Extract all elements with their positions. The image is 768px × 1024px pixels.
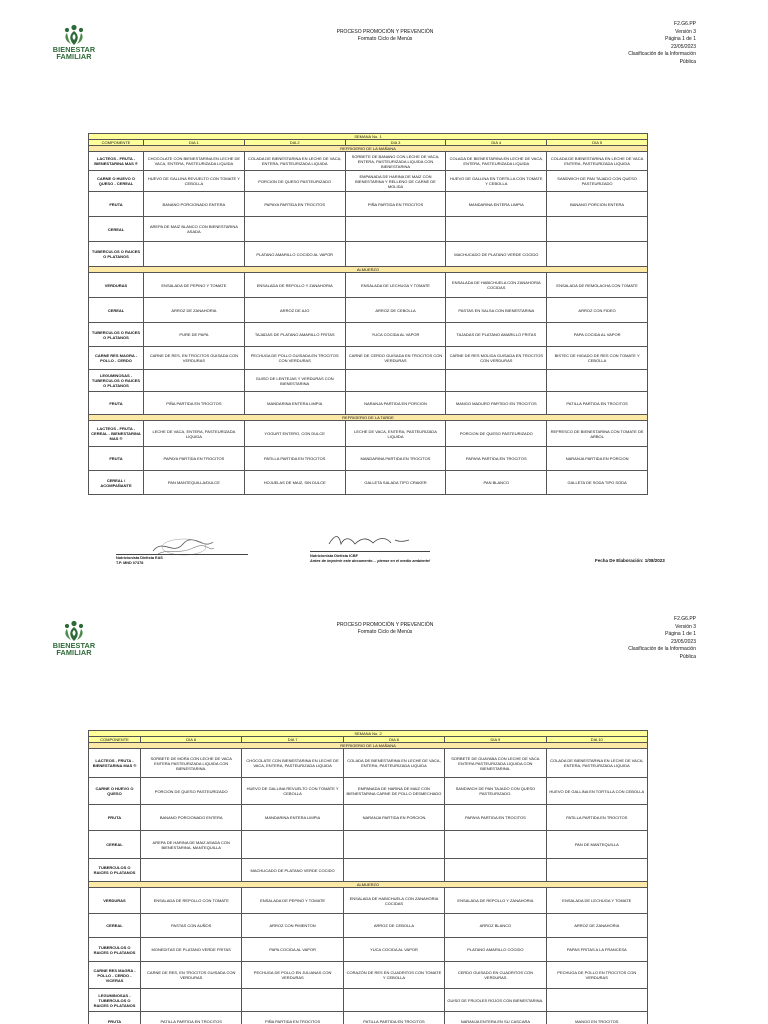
logo-text-2: FAMILIAR — [56, 52, 92, 62]
menu-cell: PORCION DE QUESO PASTEURIZADO — [244, 171, 345, 192]
menu-cell — [144, 242, 245, 267]
doc-page: Página 1 de 1 — [665, 631, 696, 638]
menu-row — [89, 152, 648, 171]
menu-cell — [446, 370, 547, 392]
menu-cell: CHOCOLATE CON BIENESTARINA EN LECHE DE VACA, ENTERA, PASTEURIZADA LIQUIDA — [144, 152, 245, 171]
menu-cell: PAPAYA PARTIDA EN TROCITOS — [446, 447, 547, 471]
menu-cell: BISTEC DE HIGADO DE RES CON TOMATE Y CEBOLLA — [547, 347, 648, 370]
menu-cell: YUCA COCIDA AL VAPOR — [345, 323, 446, 347]
menu-row — [89, 447, 648, 471]
menu-cell: PAPAYA PARTIDA EN TROCITOS — [144, 447, 245, 471]
menu-row — [89, 323, 648, 347]
day-header: DIA 2 — [244, 140, 345, 146]
menu-cell: MANDARINA PARTIDA EN TROCITOS — [345, 447, 446, 471]
bienestar-familiar-logo — [50, 620, 98, 657]
doc-code: F2.G6.PP — [674, 616, 696, 622]
document-header — [300, 622, 470, 636]
menu-cell: CORAZÓN DE RES EN CUADRITOS CON TOMATE Y CEBOLLA — [343, 962, 444, 989]
doc-page: Página 1 de 1 — [665, 36, 696, 43]
component-cell: FRUTA — [89, 392, 144, 415]
menu-cell: PAPAYA PARTIDA EN TROCITOS — [244, 192, 345, 217]
menu-cell: COLADA DE BIENESTARINA EN LECHE DE VACA, ENTERA, PASTEURIZADA LIQUIDA — [343, 749, 444, 778]
menu-cell: COLADA DE BIENESTARINA EN LECHE DE VACA, ENTERA, PASTEURIZADA LIQUIDA — [546, 749, 647, 778]
menu-cell: GALLETA DE SODA TIPO SODA — [547, 471, 648, 495]
menu-cell: SORBETE DE MORA CON LECHE DE VACA ENTERA PASTEURIZADA LIQUIDA CON BIENESTARINA. — [141, 749, 242, 778]
menu-cell — [547, 217, 648, 242]
meal-section-header: ALMUERZO — [89, 267, 648, 273]
left-signer-tp: T.P. MND 07378 — [116, 561, 144, 565]
menu-cell — [242, 989, 343, 1012]
logo-text-1: BIENESTAR — [52, 641, 96, 650]
component-header: COMPONENTE — [89, 737, 141, 743]
menu-cell: PIÑA PARTIDA EN TROCITOS — [345, 192, 446, 217]
menu-cell: CARNE DE RES, EN TROCITOS GUISADA CON VERDURAS — [144, 347, 245, 370]
menu-cell: PAPAYA PARTIDA EN TROCITOS — [445, 805, 546, 831]
menu-cell: PATILLA PARTIDA EN TROCITOS — [141, 1012, 242, 1024]
menu-row — [89, 859, 648, 882]
menu-row — [89, 242, 648, 267]
family-emblem-icon — [62, 24, 86, 46]
component-cell: CARNE O HUEVO O QUESO — [89, 778, 141, 805]
process-title: PROCESO PROMOCIÓN Y PREVENCIÓN — [336, 622, 434, 628]
component-cell: CARNE RES MAGRA - POLLO - CERDO - VICERAS — [89, 962, 141, 989]
menu-cell: COLADA DE BIENESTARINA EN LECHE DE VACA ENTERA, PASTEURIZADA LIQUIDA — [547, 152, 648, 171]
menu-cell: ARROZ DE CEBOLLA — [345, 298, 446, 323]
component-cell: CARNE RES MAGRA - POLLO - CERDO — [89, 347, 144, 370]
menu-cell — [446, 217, 547, 242]
menu-cell: ARROZ DE CEBOLLA — [343, 914, 444, 938]
doc-date: 23/05/2023 — [670, 43, 696, 50]
doc-public: Pública — [679, 653, 696, 660]
menu-row — [89, 471, 648, 495]
menu-cell: PATILLA PARTIDA EN TROCITOS — [547, 392, 648, 415]
menu-cell: YUCA COCIDA AL VAPOR — [343, 938, 444, 962]
menu-cell: MACHUCADO DE PLATANO VERDE COCIDO — [242, 859, 343, 882]
bienestar-familiar-logo — [50, 24, 98, 61]
menu-row — [89, 273, 648, 298]
day-header: DIA 4 — [446, 140, 547, 146]
menu-cell: MANDARINA ENTERA LIMPIA — [242, 805, 343, 831]
component-cell: FRUTA — [89, 447, 144, 471]
menu-cell: BANANO PORCIONADO ENTERA — [141, 805, 242, 831]
menu-cell: BANANO PORCION ENTERA — [547, 192, 648, 217]
menu-cell: TAJADAS DE PLATANO AMARILLO FRITAS — [446, 323, 547, 347]
signature-left — [116, 556, 163, 566]
menu-cell: GUISO DE LENTEJAS Y VERDURAS CON BIENESTARINA — [244, 370, 345, 392]
menu-cell: PAN MANTEQUILLA/DULCE — [144, 471, 245, 495]
menu-cell: ENSALADA DE REMOLACHA CON TOMATE — [547, 273, 648, 298]
component-cell: FRUTA — [89, 1012, 141, 1024]
menu-cell: ENSALADA DE REPOLLO CON TOMATE — [141, 888, 242, 914]
menu-cell: PECHUGA DE POLLO EN TROCITOS CON VERDURAS — [546, 962, 647, 989]
menu-cell — [445, 859, 546, 882]
component-cell: LEGUMINOSAS - TUBERCULOS O RAICES O PLATANOS — [89, 370, 144, 392]
menu-cell: SORBETE DE GUAYABA CON LECHE DE VACA ENTERA PASTEURIZADA LIQUIDA CON BIENESTARINA. — [445, 749, 546, 778]
day-header: DIA 5 — [547, 140, 648, 146]
menu-cell: GUISO DE FRIJOLES ROJOS CON BIENESTARINA. — [445, 989, 546, 1012]
day-header: DIA 9 — [445, 737, 546, 743]
menu-cell: PORCION DE QUESO PASTEURIZADO — [446, 421, 547, 447]
menu-cell: PASTAS CON AUÑOS — [141, 914, 242, 938]
menu-cell: ENSALADA DE REPOLLO Y ZANAHORIA — [244, 273, 345, 298]
menu-row — [89, 938, 648, 962]
menu-cell: PURE DE PAPA — [144, 323, 245, 347]
component-cell: LEGUMINOSAS - TUBERCULOS O RAICES O PLATANOS — [89, 989, 141, 1012]
menu-cell: MANGO EN TROCITOS — [546, 1012, 647, 1024]
menu-row — [89, 171, 648, 192]
menu-cell: COLADA DE BIENESTARINA EN LECHE DE VACA, ENTERA, PASTEURIZADA LIQUIDA — [446, 152, 547, 171]
doc-date: 23/05/2023 — [670, 638, 696, 645]
logo-text-1: BIENESTAR — [52, 45, 96, 54]
component-cell: LACTEOS - FRUTA - BIENESTARINA MAS ® — [89, 152, 144, 171]
document-meta — [546, 21, 696, 67]
menu-row — [89, 217, 648, 242]
component-cell: VERDURAS — [89, 888, 141, 914]
menu-cell: HUEVO DE GALLINA EN TORTILLA CON CEBOLLA — [546, 778, 647, 805]
menu-cell: ARROZ DE AJO — [244, 298, 345, 323]
menu-cell: PECHUGA DE POLLO GUISADA EN TROCITOS CON VERDURAS — [244, 347, 345, 370]
menu-cell: NARANJA PARTIDA EN PORCION — [345, 392, 446, 415]
day-header: DIA 6 — [141, 737, 242, 743]
menu-cell: HUEVO DE GALLINA REVUELTO CON TOMATE Y CEBOLLA — [144, 171, 245, 192]
format-title: Formato Ciclo de Menús — [357, 36, 413, 42]
menu-cell — [345, 217, 446, 242]
menu-cell: NARANJA ENTERA EN SU CASCARA — [445, 1012, 546, 1024]
menu-cell: ARROZ BLANCO — [445, 914, 546, 938]
doc-version: Versión 3 — [675, 28, 696, 35]
meal-section-header: REFRIGERIO DE LA MAÑANA — [89, 743, 648, 749]
menu-cell: LECHE DE VACA, ENTERA, PASTEURIZADA LIQUIDA — [345, 421, 446, 447]
menu-cell: ENSALADA DE LECHUGA Y TOMATE — [546, 888, 647, 914]
menu-cell: PIÑA PARTIDA EN TROCITOS — [242, 1012, 343, 1024]
menu-cell: HUEVO DE GALLINA EN TORTILLA CON TOMATE Y CEBOLLA — [446, 171, 547, 192]
right-signer-title: Nutricionista Dietista ICBF — [310, 554, 358, 558]
component-cell: LACTEOS - FRUTA - CEREAL - BIENESTARINA MAS ® — [89, 421, 144, 447]
menu-cell — [144, 370, 245, 392]
menu-cell: SORBETE DE BANANO CON LECHE DE VACA, ENTERA, PASTEURIZADA LIQUIDA CON BIENESTARINA — [345, 152, 446, 171]
menu-cell: MANDARINA ENTERA LIMPIA — [446, 192, 547, 217]
fecha-label: Fecha De Elaboración: — [595, 558, 644, 563]
left-signer-title: Nutricionista Dietista EAS — [116, 556, 163, 560]
menu-cell — [141, 989, 242, 1012]
menu-row — [89, 749, 648, 778]
menu-cell: TAJADAS DE PLATANO AMARILLO FRITAS — [244, 323, 345, 347]
component-cell: TUBERCULOS O RAICES O PLATANOS — [89, 859, 141, 882]
menu-cell: HUEVO DE GALLINA REVUELTO CON TOMATE Y CEBOLLA — [242, 778, 343, 805]
menu-row — [89, 989, 648, 1012]
menu-row — [89, 1012, 648, 1024]
menu-cell: ENSALADA DE REPOLLO Y ZANAHORIA — [445, 888, 546, 914]
menu-cell — [343, 989, 444, 1012]
component-cell: CEREAL — [89, 217, 144, 242]
component-cell: TUBERCULOS O RAICES O PLATANOS — [89, 938, 141, 962]
doc-classification: Clasificación de la Información — [628, 646, 696, 653]
menu-cell: YOGURT ENTERO, CON DULCE — [244, 421, 345, 447]
day-header: DIA 10 — [546, 737, 647, 743]
menu-cell: PATILLA PARTIDA EN TROCITOS — [343, 1012, 444, 1024]
menu-cell: PLATANO AMARILLO COCIDO AL VAPOR — [244, 242, 345, 267]
process-title: PROCESO PROMOCIÓN Y PREVENCIÓN — [336, 29, 434, 35]
menu-cell — [445, 831, 546, 859]
component-cell: TUBERCULOS O RAICES O PLATANOS — [89, 323, 144, 347]
menu-cell: ENSALADA DE PEPINO Y TOMATE — [144, 273, 245, 298]
menu-cell: BANANO PORCIONADO ENTERA — [144, 192, 245, 217]
menu-cell: AREPA DE MAIZ BLANCO CON BIENESTARINA ASADA — [144, 217, 245, 242]
menu-row — [89, 347, 648, 370]
menu-cell: CARNE DE RES, EN TROCITOS GUISADA CON VERDURAS — [141, 962, 242, 989]
component-cell: CARNE O HUEVO O QUESO - CEREAL — [89, 171, 144, 192]
menu-row — [89, 298, 648, 323]
signature-line-right — [310, 551, 430, 552]
menu-row — [89, 192, 648, 217]
menu-row — [89, 370, 648, 392]
doc-version: Versión 3 — [675, 623, 696, 630]
menu-cell: PIÑA PARTIDA EN TROCITOS — [144, 392, 245, 415]
icbf-signature — [325, 532, 415, 550]
menu-cell — [343, 859, 444, 882]
menu-cell: EMPANADA DE HARINA DE MAIZ CON BIENESTARINA Y RELLENO DE CARNE DE MOLIDA — [345, 171, 446, 192]
menu-cell: PATILLA PARTIDA EN TROCITOS — [244, 447, 345, 471]
menu-row — [89, 914, 648, 938]
menu-cell: SANDWICH DE PAN TAJADO CON QUESO PASTEURIZADO — [547, 171, 648, 192]
doc-classification: Clasificación de la Información — [628, 51, 696, 58]
menu-cell: PAPAS FRITAS A LA FRANCESA — [546, 938, 647, 962]
signature-right — [310, 554, 430, 564]
menu-cell: PAPA COCIDA AL VAPOR — [242, 938, 343, 962]
menu-cell: PASTAS EN SALSA CON BIENESTARINA — [446, 298, 547, 323]
menu-row — [89, 421, 648, 447]
menu-cell — [141, 859, 242, 882]
week-2-menu-table — [88, 730, 648, 1024]
fecha-value: 1/08/2023 — [644, 558, 665, 563]
component-cell: TUBERCULOS O RAICES O PLATANOS — [89, 242, 144, 267]
menu-cell — [242, 831, 343, 859]
week-1-menu-table — [88, 133, 648, 495]
menu-cell — [546, 859, 647, 882]
menu-cell: GALLETA SALADA TIPO CRAKER — [345, 471, 446, 495]
menu-row — [89, 888, 648, 914]
meal-section-header: ALMUERZO — [89, 882, 648, 888]
format-title: Formato Ciclo de Menús — [357, 629, 413, 635]
menu-cell: ENSALADA DE LECHUGA Y TOMATE — [345, 273, 446, 298]
component-cell: CEREAL / ACOMPAÑANTE — [89, 471, 144, 495]
signature-line-left — [116, 554, 248, 555]
menu-cell: PLATANO AMARILLO COCIDO — [445, 938, 546, 962]
menu-cell — [244, 217, 345, 242]
menu-cell: EMPANADA DE HARINA DE MAIZ CON BIENESTARINA CARNE DE POLLO DESMECHADO — [343, 778, 444, 805]
menu-cell: CERDO GUISADO EN CUADRITOS CON VERDURAS — [445, 962, 546, 989]
menu-cell: PAPA COCIDA AL VAPOR — [547, 323, 648, 347]
menu-cell — [345, 370, 446, 392]
component-cell: FRUTA — [89, 192, 144, 217]
doc-code: F2.G6.PP — [674, 21, 696, 27]
menu-cell: NARANJA PARTIDA EN PORCION — [547, 447, 648, 471]
menu-cell: LECHE DE VACA, ENTERA, PASTEURIZADA LIQUIDA — [144, 421, 245, 447]
menu-row — [89, 962, 648, 989]
menu-cell — [546, 989, 647, 1012]
menu-cell: ARROZ CON PIMENTON — [242, 914, 343, 938]
menu-cell: MANDARINA ENTERA LIMPIA — [244, 392, 345, 415]
day-header: DIA 8 — [343, 737, 444, 743]
menu-row — [89, 778, 648, 805]
week-title: SEMANA No. 1 — [89, 134, 648, 140]
menu-cell: ARROZ DE ZANAHORIA — [546, 914, 647, 938]
menu-cell: MACHUCADO DE PLATANO VERDE COCIDO — [446, 242, 547, 267]
component-cell: LACTEOS - FRUTA - BIENESTARINA MAS ® — [89, 749, 141, 778]
menu-cell: COLADA DE BIENESTARINA EN LECHE DE VACA, ENTERA, PASTEURIZADA LIQUIDA — [244, 152, 345, 171]
component-cell: FRUTA — [89, 805, 141, 831]
menu-cell: HOJUELAS DE MAIZ, SIN DULCE — [244, 471, 345, 495]
component-cell: CEREAL — [89, 831, 141, 859]
component-cell: VERDURAS — [89, 273, 144, 298]
menu-cell: ENSALADA DE HABICHUELA CON ZANAHORIA COCIDAS — [343, 888, 444, 914]
menu-cell: PAN DE MANTEQUILLA — [546, 831, 647, 859]
document-header — [300, 29, 470, 43]
menu-cell: PATILLA PARTIDA EN TROCITOS — [546, 805, 647, 831]
menu-cell: MANGO MADURO PARTIDO EN TROCITOS — [446, 392, 547, 415]
menu-row — [89, 805, 648, 831]
menu-cell — [547, 242, 648, 267]
menu-cell: SANDWICH DE PAN TAJADO CON QUESO PASTEURIZADO. — [445, 778, 546, 805]
elaboration-date — [595, 558, 665, 563]
menu-page-2 — [0, 610, 768, 1024]
menu-cell — [345, 242, 446, 267]
environment-note: Antes de imprimir este documento… piense en el medio ambiente! — [310, 559, 431, 563]
logo-text-2: FAMILIAR — [56, 648, 92, 658]
meal-section-header: REFRIGERIO DE LA TARDE — [89, 415, 648, 421]
menu-cell: ARROZ CON FIDEO — [547, 298, 648, 323]
menu-cell: NARANJA PARTIDA EN PORCION — [343, 805, 444, 831]
menu-cell: CARNE DE CERDO GUISADA EN TROCITOS CON VERDURAS — [345, 347, 446, 370]
menu-cell: PORCION DE QUESO PASTEURIZADO — [141, 778, 242, 805]
day-header: DIA 1 — [144, 140, 245, 146]
menu-cell: AREPA DE HARINA DE MAIZ ASADA CON BIENESTARINA. MANTEQUILLA — [141, 831, 242, 859]
component-header: COMPONENTE — [89, 140, 144, 146]
menu-cell: ARROZ DE ZANAHORIA — [144, 298, 245, 323]
menu-cell: ENSALADA DE PEPINO Y TOMATE — [242, 888, 343, 914]
menu-cell — [547, 370, 648, 392]
menu-row — [89, 831, 648, 859]
component-cell: CEREAL — [89, 914, 141, 938]
menu-cell: REFRESCO DE BIENESTARINA CON TOMATE DE ARBOL — [547, 421, 648, 447]
menu-cell: PECHUGA DE POLLO EN JULIANAS CON VERDURAS — [242, 962, 343, 989]
doc-public: Pública — [679, 58, 696, 65]
component-cell: CEREAL — [89, 298, 144, 323]
menu-cell: ENSALADA DE HABICHUELA CON ZANAHORIA COCIDAS — [446, 273, 547, 298]
family-emblem-icon — [62, 620, 86, 642]
day-header: DIA 7 — [242, 737, 343, 743]
menu-cell: MONEDITAS DE PLATANO VERDE FRITAS — [141, 938, 242, 962]
meal-section-header: REFRIGERIO DE LA MAÑANA — [89, 146, 648, 152]
menu-row — [89, 392, 648, 415]
menu-cell: CHOCOLATE CON BIENESTARINA EN LECHE DE VACA, ENTERA, PASTEURIZADA LIQUIDA — [242, 749, 343, 778]
document-meta — [546, 616, 696, 662]
week-title: SEMANA No. 2 — [89, 731, 648, 737]
day-header: DIA 3 — [345, 140, 446, 146]
menu-cell: CARNE DE RES MOLIDA GUISADA EN TROCITOS CON VERDURAS — [446, 347, 547, 370]
menu-cell — [343, 831, 444, 859]
menu-cell: PAN BLANCO — [446, 471, 547, 495]
